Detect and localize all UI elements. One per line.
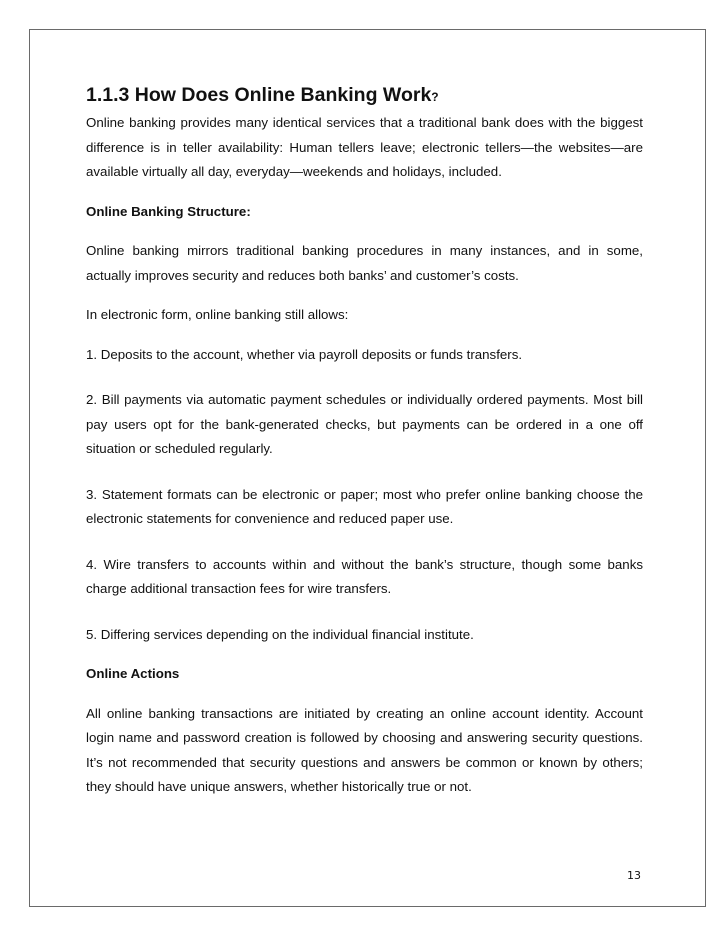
section-heading-question-mark: ? [431, 90, 439, 104]
page-number: 13 [627, 869, 641, 882]
document-body [86, 84, 643, 800]
structure-paragraph: Online banking mirrors traditional banking procedures in many instances, and in some, actually improves security and reduces both banks’ and customer’s costs. [86, 243, 643, 283]
list-item-statement-formats: 3. Statement formats can be electronic or paper; most who prefer online banking choose the electronic statements for convenience and reduced paper use. [86, 486, 643, 527]
list-item-bill-payments: 2. Bill payments via automatic payment schedules or individually ordered payments. Most bill pay users opt for the bank-generated checks, but payments can be ordered in a one off situation or scheduled regularly. [86, 392, 643, 457]
list-item-deposits: 1. Deposits to the account, whether via payroll deposits or funds transfers. [86, 346, 523, 362]
structure-subheading: Online Banking Structure: [86, 203, 251, 219]
structure-lead-in: In electronic form, online banking still allows: [86, 307, 349, 323]
list-item-wire-transfers: 4. Wire transfers to accounts within and without the bank’s structure, though some banks charge additional transaction fees for wire transfers. [86, 556, 643, 597]
intro-paragraph: Online banking provides many identical services that a traditional bank does with the biggest difference is in teller availability: Human tellers leave; electronic tellers—the websites—are available virtually all day, everyday—weekends and holidays, included. [86, 115, 643, 180]
section-heading-text: 1.1.3 How Does Online Banking Work [86, 84, 432, 106]
actions-subheading: Online Actions [86, 666, 180, 682]
list-item-differing-services: 5. Differing services depending on the individual financial institute. [86, 626, 474, 642]
section-heading [86, 84, 643, 107]
actions-paragraph: All online banking transactions are initiated by creating an online account identity. Account login name and password creation is followed by choosing and answering security questions. It’s not recommended that security questions and answers be common or known by others; they should have unique answers, whether historically true or not. [86, 705, 643, 795]
